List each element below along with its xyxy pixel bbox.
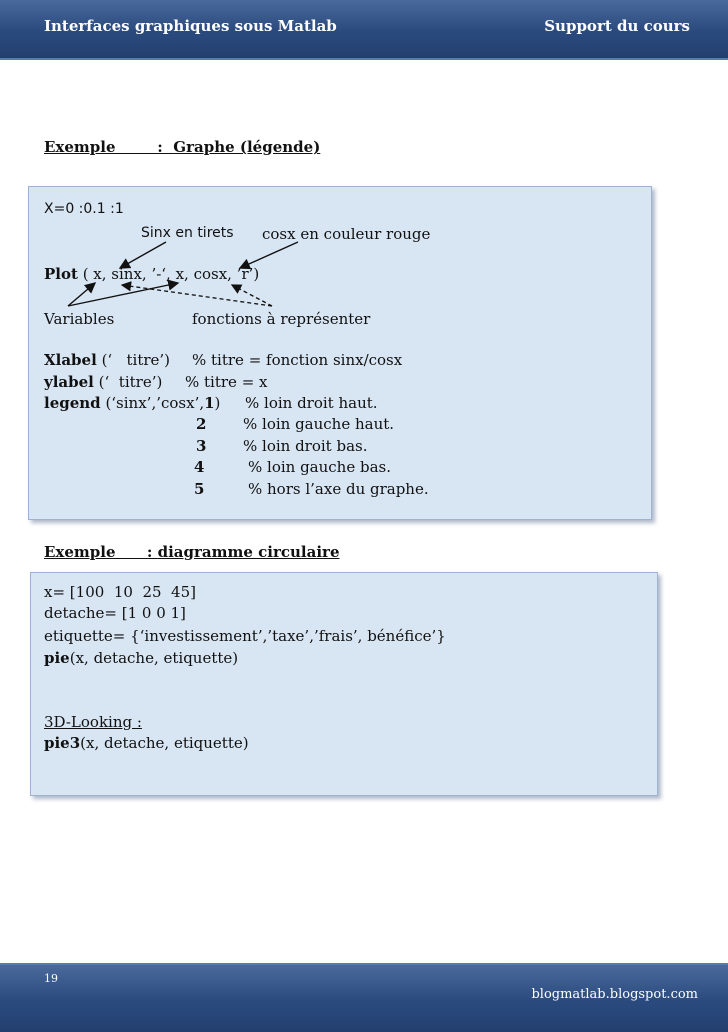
section1-heading: Exemple : Graphe (légende) [44,138,321,156]
legend-comment-1: % loin droit haut. [245,394,378,412]
fonctions-label: fonctions à représenter [192,310,371,328]
ylabel-args: (‘ titre’) [93,373,163,391]
pie-etiquette: etiquette= {‘investissement’,’taxe’,’frais’, bénéfice’} [44,627,446,645]
legend-args: (‘sinx’,’cosx’, [100,394,205,412]
arrow-cosx [240,242,298,268]
xlabel-keyword: Xlabel [44,351,97,369]
section1-heading-label: Exemple [44,138,116,156]
pie-x-definition: x= [100 10 25 45] [44,583,196,601]
legend-comment-3: % loin droit bas. [243,437,368,455]
header-title: Interfaces graphiques sous Matlab [44,17,337,35]
legend-position-4: 4 [194,458,205,476]
legend-position-2: 2 [196,415,207,433]
legend-comment-4: % loin gauche bas. [248,458,391,476]
section2-heading-title: diagramme circulaire [157,543,340,561]
legend-position-1: 1 [204,394,215,412]
pie-line [44,649,238,667]
arrow-sinx [120,242,166,268]
xlabel-comment: % titre = fonction sinx/cosx [192,351,403,369]
xlabel-args: (‘ titre’) [96,351,171,369]
footer-site: blogmatlab.blogspot.com [531,987,698,1002]
plot-args: ( x, sinx, ’-‘, x, cosx, ’r’) [77,265,260,283]
arrow-fn-cosx [232,285,272,306]
legend-line: legend (‘sinx’,’cosx’,1) [44,394,221,412]
pie3-line [44,734,249,752]
pie-detache: detache= [1 0 0 1] [44,604,186,622]
ylabel-comment: % titre = x [185,373,268,391]
annotation-cosx: cosx en couleur rouge [262,225,431,243]
legend-position-3: 3 [196,437,207,455]
ylabel-keyword: ylabel [44,373,94,391]
looking-3d-label: 3D-Looking : [44,713,142,731]
page-number: 19 [44,972,58,985]
legend-position-5: 5 [194,480,205,498]
section1-heading-title: Graphe (légende) [173,138,321,156]
pie-keyword: pie [44,649,70,667]
legend-comment-2: % loin gauche haut. [243,415,395,433]
pie-args: (x, detache, etiquette) [69,649,239,667]
legend-comment-5: % hors l’axe du graphe. [248,480,429,498]
plot-keyword: Plot [44,265,78,283]
section2-heading-label: Exemple [44,543,116,561]
variables-label: Variables [44,310,115,328]
annotation-sinx: Sinx en tirets [141,225,234,241]
legend-keyword: legend [44,394,101,412]
header-subtitle: Support du cours [544,17,690,35]
section2-heading: Exemple : diagramme circulaire [44,543,340,561]
x-definition: X=0 :0.1 :1 [44,201,124,217]
arrow-fn-sinx [122,285,272,306]
pie3-args: (x, detache, etiquette) [80,734,249,752]
pie3-keyword: pie3 [44,734,81,752]
arrow-var-x2 [68,283,178,306]
footer-bar [0,963,728,1032]
